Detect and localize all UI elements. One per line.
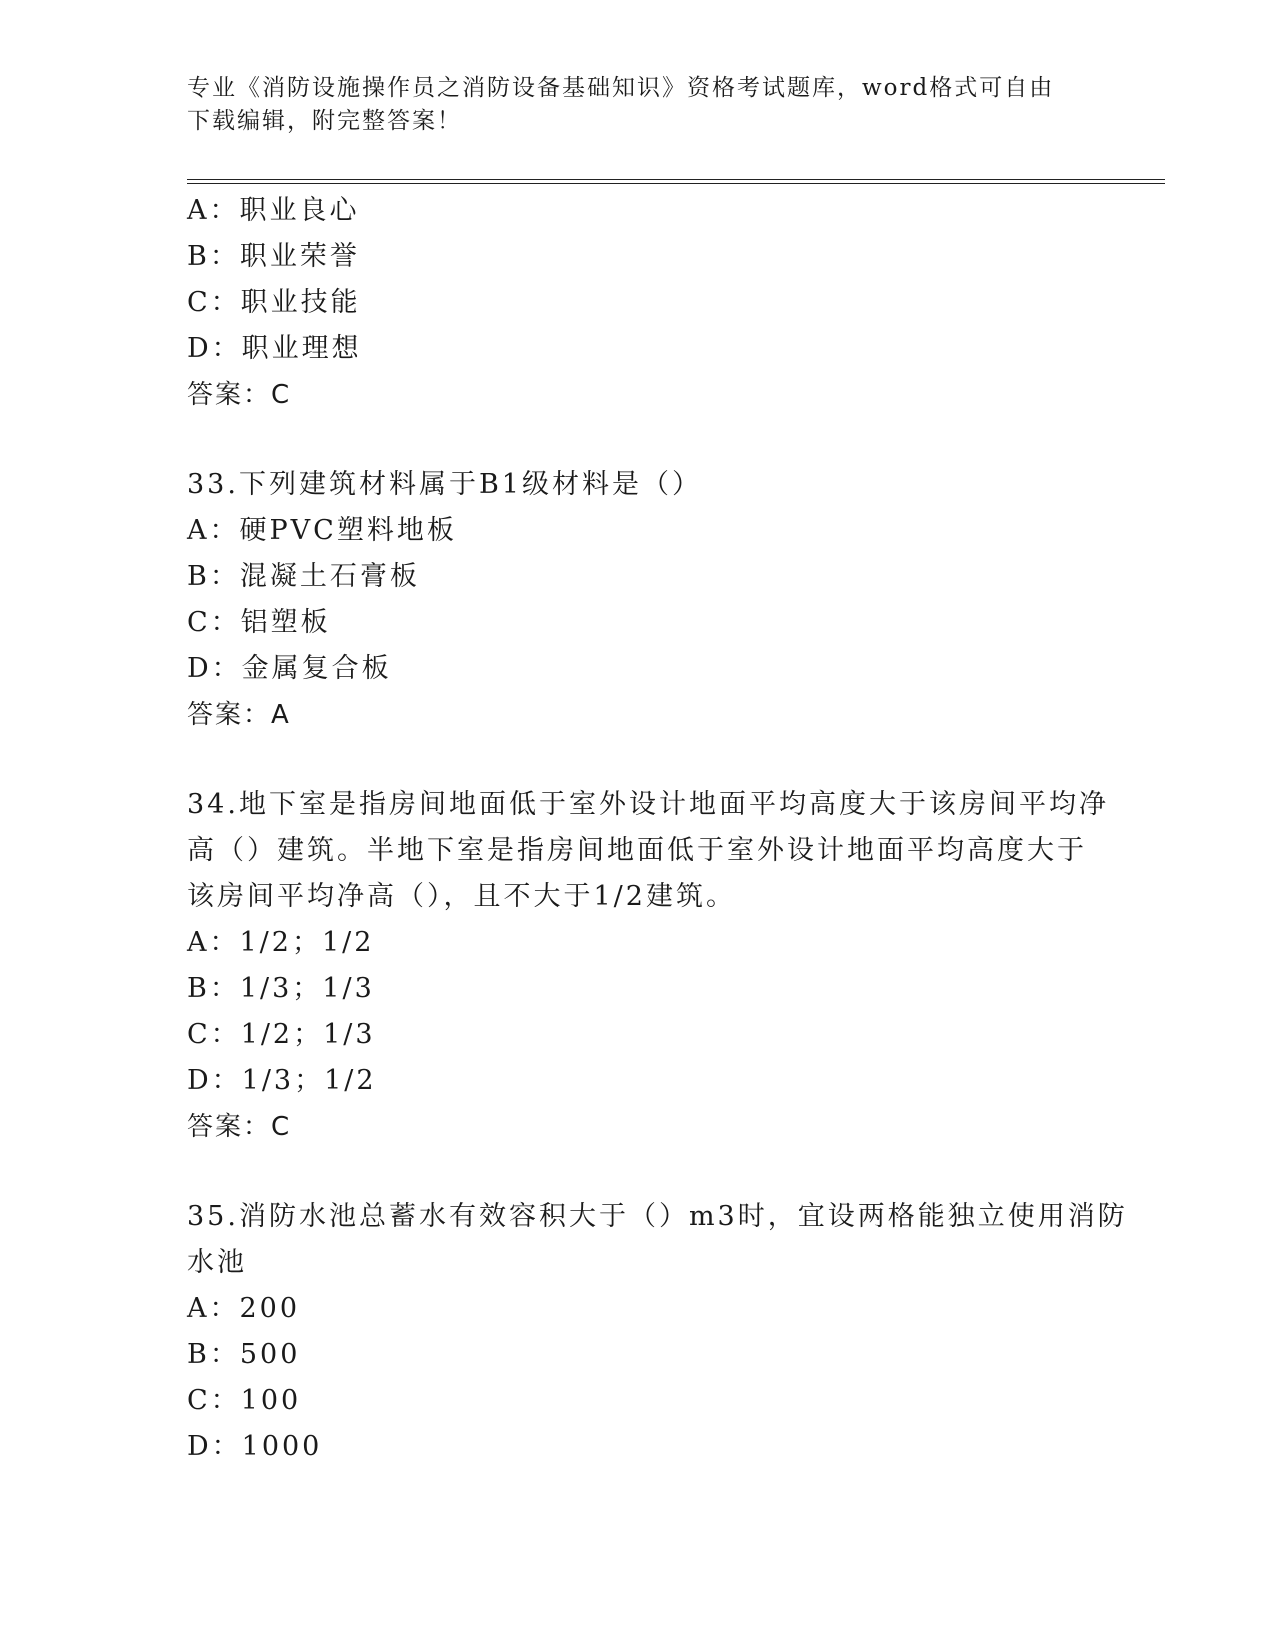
question-stem-line: 34.地下室是指房间地面低于室外设计地面平均高度大于该房间平均净 bbox=[187, 789, 1109, 820]
question-stem-line: 35.消防水池总蓄水有效容积大于（）m3时，宜设两格能独立使用消防 bbox=[187, 1201, 1128, 1232]
header-divider-bottom bbox=[187, 183, 1165, 184]
option-a: A：职业良心 bbox=[187, 195, 360, 226]
answer: 答案：C bbox=[187, 1112, 292, 1142]
option-b: B：职业荣誉 bbox=[187, 241, 360, 272]
answer: 答案：C bbox=[187, 380, 292, 410]
option-c: C：职业技能 bbox=[187, 287, 361, 318]
question-34 bbox=[187, 782, 1109, 1150]
option-a: A：硬PVC塑料地板 bbox=[187, 515, 457, 546]
option-d: D：1/3；1/2 bbox=[187, 1065, 377, 1096]
question-stem-line: 该房间平均净高（），且不大于1/2建筑。 bbox=[187, 881, 736, 912]
question-stem-line: 水池 bbox=[187, 1247, 247, 1278]
option-d: D：1000 bbox=[187, 1431, 323, 1462]
question-stem-line: 高（）建筑。半地下室是指房间地面低于室外设计地面平均高度大于 bbox=[187, 835, 1087, 866]
option-a: A：1/2；1/2 bbox=[187, 927, 375, 958]
question-stem: 33.下列建筑材料属于B1级材料是（） bbox=[187, 469, 702, 500]
option-c: C：铝塑板 bbox=[187, 607, 331, 638]
option-b: B：混凝土石膏板 bbox=[187, 561, 420, 592]
question-33 bbox=[187, 462, 1087, 738]
option-b: B：1/3；1/3 bbox=[187, 973, 375, 1004]
question-35 bbox=[187, 1194, 1128, 1470]
option-c: C：1/2；1/3 bbox=[187, 1019, 376, 1050]
option-a: A：200 bbox=[187, 1293, 301, 1324]
header-divider-top bbox=[187, 179, 1165, 180]
option-d: D：金属复合板 bbox=[187, 653, 392, 684]
answer: 答案：A bbox=[187, 700, 291, 730]
option-d: D：职业理想 bbox=[187, 333, 362, 364]
question-32-continued bbox=[187, 188, 1087, 418]
document-header: 专业《消防设施操作员之消防设备基础知识》资格考试题库，word格式可自由下载编辑，附完整答案！ bbox=[187, 75, 1055, 134]
option-c: C：100 bbox=[187, 1385, 302, 1416]
option-b: B：500 bbox=[187, 1339, 301, 1370]
question-content bbox=[187, 188, 1128, 1470]
